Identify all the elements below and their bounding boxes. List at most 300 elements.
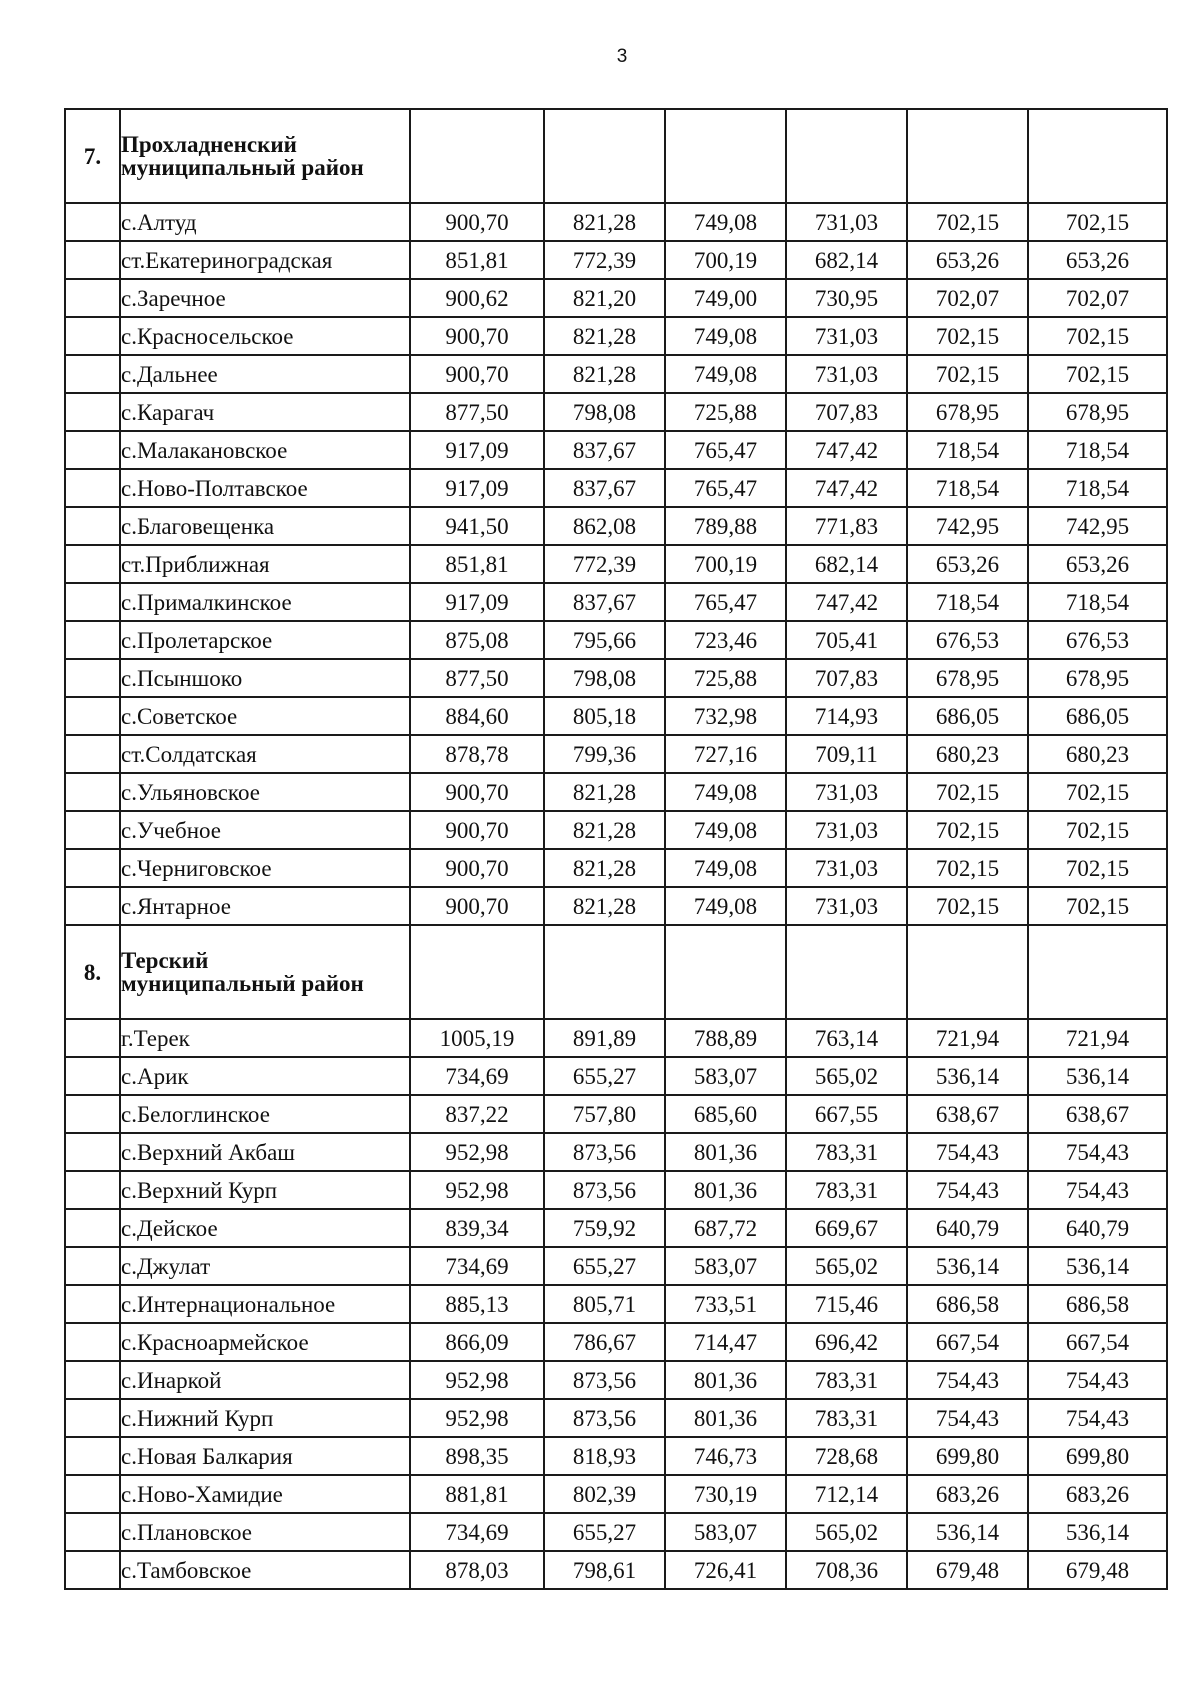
value-cell: 702,15 [907, 773, 1028, 811]
value-cell: 821,28 [544, 203, 665, 241]
value-cell: 715,46 [786, 1285, 907, 1323]
value-cell: 839,34 [410, 1209, 544, 1247]
value-cell: 730,95 [786, 279, 907, 317]
settlement-name: с.Интернациональное [120, 1285, 410, 1323]
value-cell: 837,67 [544, 431, 665, 469]
value-cell: 686,58 [1028, 1285, 1167, 1323]
row-number-cell [65, 697, 120, 735]
value-cell: 653,26 [907, 545, 1028, 583]
value-cell: 801,36 [665, 1399, 786, 1437]
value-cell: 638,67 [907, 1095, 1028, 1133]
value-cell: 837,67 [544, 583, 665, 621]
table-row [65, 1475, 1167, 1513]
value-cell: 730,19 [665, 1475, 786, 1513]
value-cell: 747,42 [786, 431, 907, 469]
settlement-name: с.Нижний Курп [120, 1399, 410, 1437]
table-row [65, 697, 1167, 735]
value-cell: 702,15 [907, 811, 1028, 849]
settlement-name: с.Верхний Акбаш [120, 1133, 410, 1171]
value-cell: 783,31 [786, 1361, 907, 1399]
value-cell: 702,15 [1028, 773, 1167, 811]
settlement-name: с.Белоглинское [120, 1095, 410, 1133]
row-number-cell [65, 241, 120, 279]
row-number-cell [65, 1019, 120, 1057]
value-cell: 733,51 [665, 1285, 786, 1323]
table-row [65, 279, 1167, 317]
table-row [65, 735, 1167, 773]
table-row [65, 507, 1167, 545]
value-cell: 821,28 [544, 355, 665, 393]
value-cell: 718,54 [1028, 583, 1167, 621]
settlement-name: с.Ново-Хамидие [120, 1475, 410, 1513]
table-row [65, 583, 1167, 621]
settlement-name: с.Тамбовское [120, 1551, 410, 1589]
district-name-line-2: муниципальный район [121, 971, 364, 996]
row-number-cell [65, 887, 120, 925]
value-cell: 754,43 [1028, 1133, 1167, 1171]
value-cell: 731,03 [786, 811, 907, 849]
row-number-cell [65, 203, 120, 241]
value-cell: 680,23 [1028, 735, 1167, 773]
value-cell: 702,15 [1028, 849, 1167, 887]
value-cell: 881,81 [410, 1475, 544, 1513]
value-cell: 679,48 [1028, 1551, 1167, 1589]
value-cell: 731,03 [786, 773, 907, 811]
value-cell: 702,15 [907, 887, 1028, 925]
value-cell: 754,43 [1028, 1171, 1167, 1209]
value-cell: 798,61 [544, 1551, 665, 1589]
value-cell: 731,03 [786, 203, 907, 241]
value-cell: 702,07 [1028, 279, 1167, 317]
value-cell: 898,35 [410, 1437, 544, 1475]
value-cell: 862,08 [544, 507, 665, 545]
value-cell: 682,14 [786, 545, 907, 583]
value-cell: 877,50 [410, 659, 544, 697]
value-cell: 900,70 [410, 355, 544, 393]
row-number-cell [65, 317, 120, 355]
row-number-cell [65, 659, 120, 697]
value-cell: 707,83 [786, 393, 907, 431]
table-row [65, 1551, 1167, 1589]
value-cell: 718,54 [907, 431, 1028, 469]
value-cell: 678,95 [907, 659, 1028, 697]
value-cell: 638,67 [1028, 1095, 1167, 1133]
value-cell: 702,15 [1028, 811, 1167, 849]
district-header-row [65, 925, 1167, 1019]
value-cell: 795,66 [544, 621, 665, 659]
value-cell: 702,15 [1028, 317, 1167, 355]
value-cell: 702,15 [907, 849, 1028, 887]
value-cell: 798,08 [544, 393, 665, 431]
row-number-cell [65, 1209, 120, 1247]
settlement-name: с.Дальнее [120, 355, 410, 393]
table-row [65, 393, 1167, 431]
value-cell: 789,88 [665, 507, 786, 545]
row-number-cell [65, 811, 120, 849]
value-cell: 821,28 [544, 849, 665, 887]
value-cell: 801,36 [665, 1133, 786, 1171]
value-cell: 754,43 [1028, 1361, 1167, 1399]
value-cell: 900,62 [410, 279, 544, 317]
value-cell: 731,03 [786, 849, 907, 887]
district-name [120, 925, 410, 1019]
row-number-cell [65, 1171, 120, 1209]
value-cell: 583,07 [665, 1247, 786, 1285]
table-row [65, 887, 1167, 925]
district-name-line-1: Терский [121, 948, 209, 973]
value-cell: 565,02 [786, 1057, 907, 1095]
row-number-cell [65, 1247, 120, 1285]
table-row [65, 659, 1167, 697]
table-row [65, 431, 1167, 469]
settlement-name: ст.Приближная [120, 545, 410, 583]
table-row [65, 469, 1167, 507]
empty-cell [544, 925, 665, 1019]
value-cell: 747,42 [786, 469, 907, 507]
value-cell: 801,36 [665, 1361, 786, 1399]
row-number-cell [65, 545, 120, 583]
value-cell: 680,23 [907, 735, 1028, 773]
value-cell: 721,94 [1028, 1019, 1167, 1057]
settlement-name: с.Ульяновское [120, 773, 410, 811]
row-number-cell [65, 1551, 120, 1589]
value-cell: 686,58 [907, 1285, 1028, 1323]
row-number-cell [65, 1513, 120, 1551]
value-cell: 653,26 [1028, 241, 1167, 279]
row-number-cell [65, 583, 120, 621]
value-cell: 765,47 [665, 431, 786, 469]
value-cell: 731,03 [786, 317, 907, 355]
value-cell: 683,26 [1028, 1475, 1167, 1513]
value-cell: 707,83 [786, 659, 907, 697]
value-cell: 536,14 [907, 1513, 1028, 1551]
settlement-name: с.Пролетарское [120, 621, 410, 659]
value-cell: 765,47 [665, 583, 786, 621]
value-cell: 676,53 [907, 621, 1028, 659]
value-cell: 718,54 [1028, 431, 1167, 469]
value-cell: 702,15 [1028, 203, 1167, 241]
table-row [65, 773, 1167, 811]
value-cell: 878,03 [410, 1551, 544, 1589]
value-cell: 900,70 [410, 773, 544, 811]
value-cell: 873,56 [544, 1171, 665, 1209]
table-row [65, 203, 1167, 241]
table-row [65, 1361, 1167, 1399]
district-name-line-2: муниципальный район [121, 155, 364, 180]
value-cell: 702,15 [907, 355, 1028, 393]
value-cell: 653,26 [907, 241, 1028, 279]
value-cell: 749,08 [665, 203, 786, 241]
value-cell: 749,08 [665, 773, 786, 811]
settlement-name: с.Красноармейское [120, 1323, 410, 1361]
value-cell: 900,70 [410, 887, 544, 925]
row-number-cell [65, 773, 120, 811]
row-number-cell [65, 1437, 120, 1475]
settlement-name: с.Новая Балкария [120, 1437, 410, 1475]
value-cell: 565,02 [786, 1513, 907, 1551]
value-cell: 682,14 [786, 241, 907, 279]
row-number-cell [65, 355, 120, 393]
tariff-table [64, 108, 1168, 1590]
row-number-cell [65, 431, 120, 469]
value-cell: 917,09 [410, 583, 544, 621]
value-cell: 702,15 [907, 317, 1028, 355]
value-cell: 731,03 [786, 355, 907, 393]
table-row [65, 1019, 1167, 1057]
empty-cell [665, 925, 786, 1019]
value-cell: 917,09 [410, 469, 544, 507]
value-cell: 702,07 [907, 279, 1028, 317]
value-cell: 696,42 [786, 1323, 907, 1361]
settlement-name: с.Алтуд [120, 203, 410, 241]
empty-cell [1028, 109, 1167, 203]
empty-cell [544, 109, 665, 203]
row-number-cell [65, 1323, 120, 1361]
settlement-name: с.Плановское [120, 1513, 410, 1551]
value-cell: 655,27 [544, 1057, 665, 1095]
value-cell: 749,08 [665, 811, 786, 849]
table-row [65, 811, 1167, 849]
value-cell: 699,80 [1028, 1437, 1167, 1475]
value-cell: 702,15 [1028, 887, 1167, 925]
settlement-name: ст.Екатериноградская [120, 241, 410, 279]
tariff-table-body [65, 109, 1167, 1589]
value-cell: 683,26 [907, 1475, 1028, 1513]
value-cell: 759,92 [544, 1209, 665, 1247]
value-cell: 718,54 [907, 583, 1028, 621]
value-cell: 728,68 [786, 1437, 907, 1475]
settlement-name: с.Учебное [120, 811, 410, 849]
district-number: 8. [65, 925, 120, 1019]
value-cell: 885,13 [410, 1285, 544, 1323]
value-cell: 709,11 [786, 735, 907, 773]
table-row [65, 1209, 1167, 1247]
value-cell: 687,72 [665, 1209, 786, 1247]
value-cell: 714,93 [786, 697, 907, 735]
settlement-name: с.Малакановское [120, 431, 410, 469]
value-cell: 917,09 [410, 431, 544, 469]
row-number-cell [65, 469, 120, 507]
value-cell: 655,27 [544, 1247, 665, 1285]
value-cell: 772,39 [544, 241, 665, 279]
value-cell: 583,07 [665, 1513, 786, 1551]
value-cell: 749,08 [665, 317, 786, 355]
empty-cell [410, 109, 544, 203]
value-cell: 678,95 [1028, 393, 1167, 431]
value-cell: 734,69 [410, 1057, 544, 1095]
table-row [65, 241, 1167, 279]
value-cell: 877,50 [410, 393, 544, 431]
value-cell: 749,08 [665, 849, 786, 887]
district-number: 7. [65, 109, 120, 203]
value-cell: 536,14 [907, 1247, 1028, 1285]
value-cell: 742,95 [1028, 507, 1167, 545]
table-row [65, 1323, 1167, 1361]
value-cell: 900,70 [410, 811, 544, 849]
empty-cell [410, 925, 544, 1019]
table-row [65, 317, 1167, 355]
value-cell: 653,26 [1028, 545, 1167, 583]
value-cell: 734,69 [410, 1513, 544, 1551]
value-cell: 749,08 [665, 887, 786, 925]
value-cell: 763,14 [786, 1019, 907, 1057]
district-header-row [65, 109, 1167, 203]
value-cell: 891,89 [544, 1019, 665, 1057]
value-cell: 676,53 [1028, 621, 1167, 659]
value-cell: 786,67 [544, 1323, 665, 1361]
empty-cell [1028, 925, 1167, 1019]
value-cell: 873,56 [544, 1361, 665, 1399]
value-cell: 802,39 [544, 1475, 665, 1513]
value-cell: 536,14 [1028, 1513, 1167, 1551]
value-cell: 821,20 [544, 279, 665, 317]
row-number-cell [65, 735, 120, 773]
value-cell: 686,05 [1028, 697, 1167, 735]
value-cell: 718,54 [1028, 469, 1167, 507]
value-cell: 866,09 [410, 1323, 544, 1361]
value-cell: 771,83 [786, 507, 907, 545]
value-cell: 702,15 [907, 203, 1028, 241]
value-cell: 837,22 [410, 1095, 544, 1133]
value-cell: 754,43 [907, 1361, 1028, 1399]
value-cell: 640,79 [907, 1209, 1028, 1247]
value-cell: 952,98 [410, 1133, 544, 1171]
value-cell: 565,02 [786, 1247, 907, 1285]
empty-cell [786, 925, 907, 1019]
row-number-cell [65, 1133, 120, 1171]
row-number-cell [65, 1475, 120, 1513]
value-cell: 754,43 [907, 1399, 1028, 1437]
table-row [65, 849, 1167, 887]
value-cell: 765,47 [665, 469, 786, 507]
table-row [65, 1057, 1167, 1095]
value-cell: 734,69 [410, 1247, 544, 1285]
value-cell: 727,16 [665, 735, 786, 773]
value-cell: 721,94 [907, 1019, 1028, 1057]
page-number: 3 [616, 46, 628, 67]
table-row [65, 355, 1167, 393]
row-number-cell [65, 621, 120, 659]
table-row [65, 1513, 1167, 1551]
empty-cell [665, 109, 786, 203]
table-row [65, 1437, 1167, 1475]
value-cell: 679,48 [907, 1551, 1028, 1589]
value-cell: 884,60 [410, 697, 544, 735]
value-cell: 821,28 [544, 811, 665, 849]
settlement-name: с.Красносельское [120, 317, 410, 355]
settlement-name: с.Псыншоко [120, 659, 410, 697]
value-cell: 640,79 [1028, 1209, 1167, 1247]
district-name-line-1: Прохладненский [121, 132, 297, 157]
settlement-name: с.Янтарное [120, 887, 410, 925]
value-cell: 818,93 [544, 1437, 665, 1475]
value-cell: 678,95 [907, 393, 1028, 431]
value-cell: 821,28 [544, 887, 665, 925]
value-cell: 725,88 [665, 659, 786, 697]
value-cell: 536,14 [1028, 1247, 1167, 1285]
value-cell: 754,43 [907, 1133, 1028, 1171]
value-cell: 821,28 [544, 317, 665, 355]
value-cell: 708,36 [786, 1551, 907, 1589]
value-cell: 798,08 [544, 659, 665, 697]
value-cell: 667,55 [786, 1095, 907, 1133]
value-cell: 851,81 [410, 241, 544, 279]
value-cell: 952,98 [410, 1399, 544, 1437]
settlement-name: с.Джулат [120, 1247, 410, 1285]
value-cell: 799,36 [544, 735, 665, 773]
settlement-name: г.Терек [120, 1019, 410, 1057]
value-cell: 712,14 [786, 1475, 907, 1513]
table-row [65, 1171, 1167, 1209]
district-name [120, 109, 410, 203]
value-cell: 837,67 [544, 469, 665, 507]
value-cell: 669,67 [786, 1209, 907, 1247]
row-number-cell [65, 1399, 120, 1437]
value-cell: 685,60 [665, 1095, 786, 1133]
row-number-cell [65, 393, 120, 431]
value-cell: 723,46 [665, 621, 786, 659]
value-cell: 754,43 [1028, 1399, 1167, 1437]
value-cell: 705,41 [786, 621, 907, 659]
table-row [65, 1399, 1167, 1437]
table-row [65, 1247, 1167, 1285]
value-cell: 772,39 [544, 545, 665, 583]
value-cell: 686,05 [907, 697, 1028, 735]
value-cell: 714,47 [665, 1323, 786, 1361]
value-cell: 900,70 [410, 203, 544, 241]
value-cell: 952,98 [410, 1361, 544, 1399]
settlement-name: с.Благовещенка [120, 507, 410, 545]
value-cell: 702,15 [1028, 355, 1167, 393]
value-cell: 783,31 [786, 1399, 907, 1437]
value-cell: 699,80 [907, 1437, 1028, 1475]
settlement-name: с.Ново-Полтавское [120, 469, 410, 507]
value-cell: 667,54 [1028, 1323, 1167, 1361]
settlement-name: с.Дейское [120, 1209, 410, 1247]
value-cell: 700,19 [665, 545, 786, 583]
value-cell: 747,42 [786, 583, 907, 621]
value-cell: 742,95 [907, 507, 1028, 545]
value-cell: 678,95 [1028, 659, 1167, 697]
value-cell: 754,43 [907, 1171, 1028, 1209]
value-cell: 655,27 [544, 1513, 665, 1551]
value-cell: 900,70 [410, 849, 544, 887]
value-cell: 821,28 [544, 773, 665, 811]
row-number-cell [65, 1361, 120, 1399]
value-cell: 746,73 [665, 1437, 786, 1475]
value-cell: 952,98 [410, 1171, 544, 1209]
value-cell: 805,71 [544, 1285, 665, 1323]
value-cell: 757,80 [544, 1095, 665, 1133]
row-number-cell [65, 849, 120, 887]
value-cell: 536,14 [1028, 1057, 1167, 1095]
value-cell: 749,00 [665, 279, 786, 317]
value-cell: 878,78 [410, 735, 544, 773]
value-cell: 783,31 [786, 1133, 907, 1171]
value-cell: 801,36 [665, 1171, 786, 1209]
row-number-cell [65, 1057, 120, 1095]
value-cell: 873,56 [544, 1133, 665, 1171]
value-cell: 805,18 [544, 697, 665, 735]
empty-cell [786, 109, 907, 203]
empty-cell [907, 925, 1028, 1019]
value-cell: 788,89 [665, 1019, 786, 1057]
settlement-name: ст.Солдатская [120, 735, 410, 773]
table-row [65, 1285, 1167, 1323]
value-cell: 749,08 [665, 355, 786, 393]
value-cell: 873,56 [544, 1399, 665, 1437]
value-cell: 667,54 [907, 1323, 1028, 1361]
